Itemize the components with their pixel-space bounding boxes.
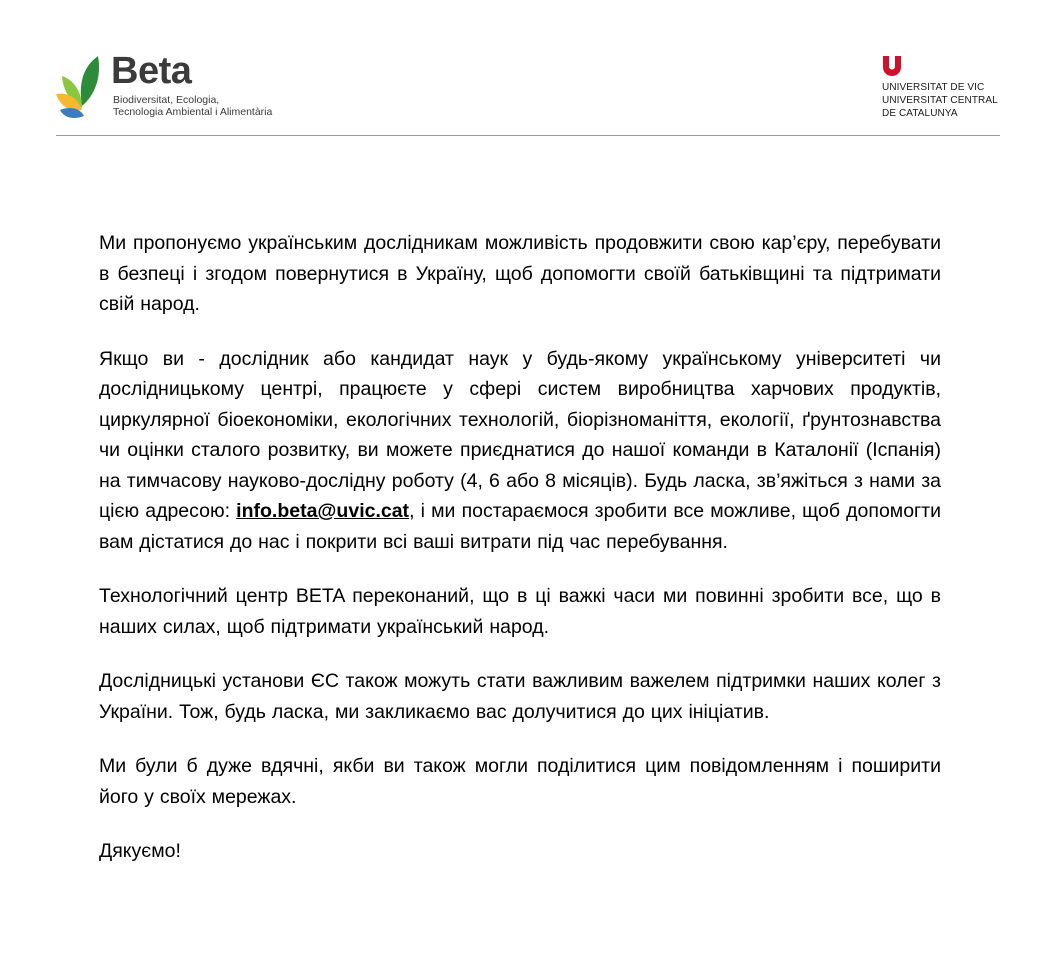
uvic-logo bbox=[882, 56, 1012, 122]
beta-logo-subtitle-line-2: Tecnologia Ambiental i Alimentària bbox=[113, 106, 273, 118]
beta-leaf-dark-green bbox=[81, 56, 99, 106]
beta-logo-subtitle-line-1: Biodiversitat, Ecologia, bbox=[113, 94, 220, 106]
paragraph-intro: Ми пропонуємо українським дослідникам можливість продовжити свою кар’єру, перебувати в безпеці і згодом повернутися в Україну, щоб допомогти своїй батьківщині та підтримати свій народ. bbox=[99, 232, 941, 315]
page-header bbox=[0, 0, 1054, 140]
uvic-logo-text bbox=[882, 81, 998, 120]
paragraph-invitation bbox=[99, 344, 941, 558]
paragraph-beta-statement: Технологічний центр BETA переконаний, що в ці важкі часи ми повинні зробити все, що в наших силах, щоб підтримати український народ. bbox=[99, 585, 941, 638]
beta-logo-wordmark: Beta bbox=[111, 50, 192, 92]
beta-logo-subtitle bbox=[113, 94, 272, 118]
uvic-logo-line-2: UNIVERSITAT CENTRAL bbox=[882, 95, 998, 106]
paragraph-invitation-text-after: , і ми постараємося зробити все можливе, щоб допомогти вам дістатися до нас і покрити всі ваші витрати під час перебування. bbox=[99, 500, 941, 553]
letter-body bbox=[99, 228, 941, 891]
paragraph-eu-institutions: Дослідницькі установи ЄС також можуть стати важливим важелем підтримки наших колег з України. Тож, будь ласка, ми закликаємо вас долучитися до цих ініціатив. bbox=[99, 670, 941, 723]
uvic-u-icon bbox=[882, 56, 902, 76]
beta-logo bbox=[54, 50, 294, 122]
contact-email-link[interactable]: info.beta@uvic.cat bbox=[236, 500, 410, 522]
closing-thanks: Дякуємо! bbox=[99, 840, 181, 862]
uvic-logo-line-3: DE CATALUNYA bbox=[882, 108, 958, 119]
paragraph-share-request: Ми були б дуже вдячні, якби ви також могли поділитися цим повідомленням і поширити його у своїх мережах. bbox=[99, 755, 941, 808]
header-divider bbox=[56, 135, 1000, 136]
paragraph-invitation-text-before: Якщо ви - дослідник або кандидат наук у будь-якому українському університеті чи дослідницькому центрі, працюєте у сфері систем виробництва харчових продуктів, циркулярної біоекономіки, екологічних технологій, біорізноманіття, екології, ґрунтознавства чи оцінки сталого розвитку, ви можете приєднатися до нашої команди в Каталонії (Іспанія) на тимчасову науково-дослідну роботу (4, 6 або 8 місяців). Будь ласка, зв’яжіться з нами за цією адресою: bbox=[99, 347, 941, 522]
uvic-logo-line-1: UNIVERSITAT DE VIC bbox=[882, 82, 985, 93]
beta-leaf-icon bbox=[54, 54, 106, 120]
